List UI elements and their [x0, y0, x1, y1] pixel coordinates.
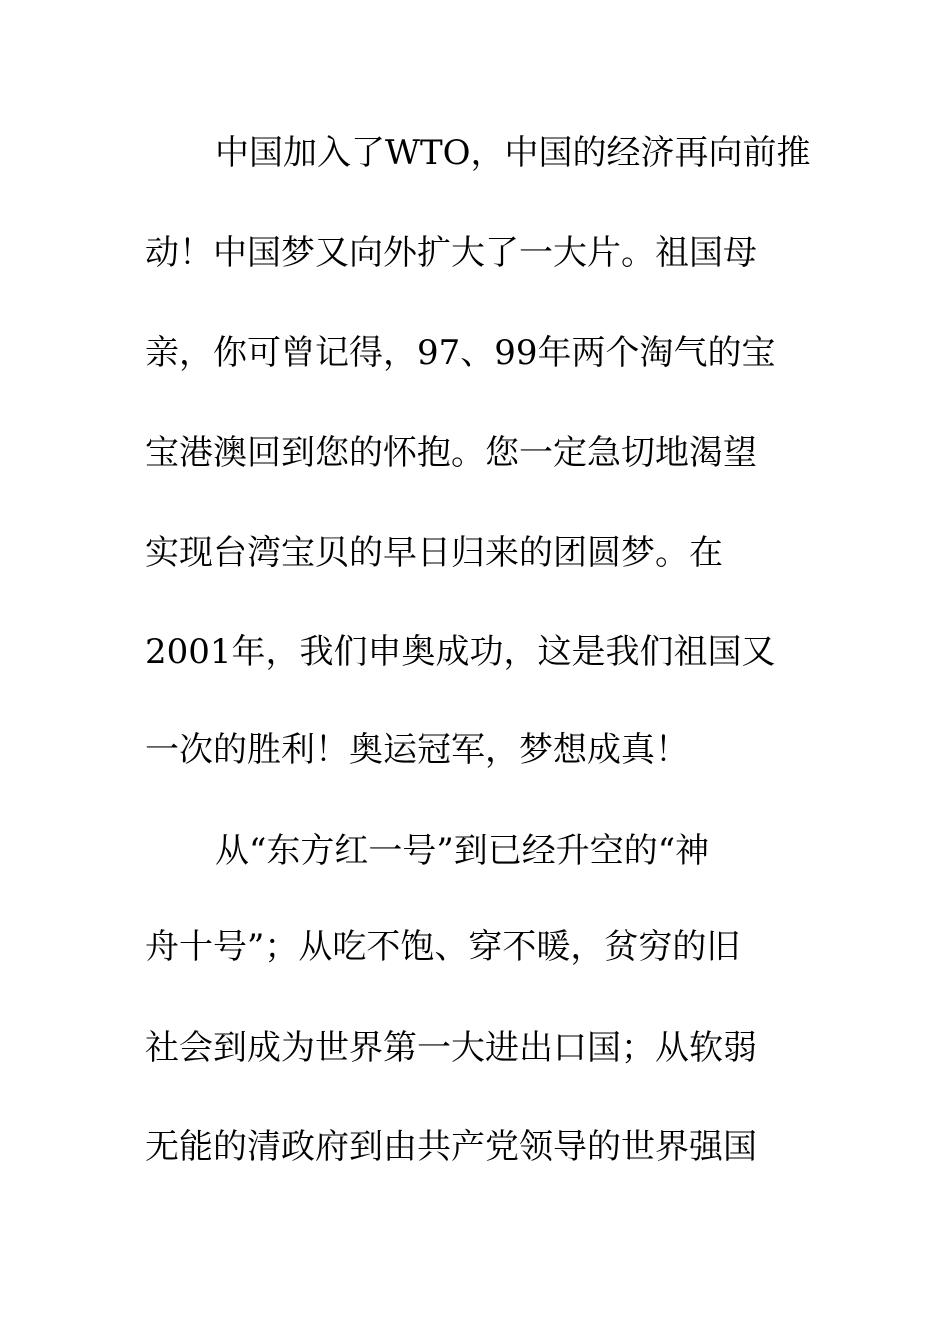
- text-line: 一次的胜利！奥运冠军，梦想成真！: [145, 730, 689, 770]
- text-line: 从“东方红一号”到已经升空的“神: [215, 831, 710, 871]
- text-line: 亲，你可曾记得，97、99年两个淘气的宝: [145, 333, 776, 373]
- text-line: 动！中国梦又向外扩大了一大片。祖国母: [145, 233, 757, 273]
- text-line: 无能的清政府到由共产党领导的世界强国: [145, 1127, 757, 1167]
- text-line: 舟十号”；从吃不饱、穿不暖，贫穷的旧: [145, 927, 741, 967]
- text-line: 实现台湾宝贝的早日归来的团圆梦。在: [145, 533, 723, 573]
- text-line: 宝港澳回到您的怀抱。您一定急切地渴望: [145, 433, 757, 473]
- text-line: 社会到成为世界第一大进出口国；从软弱: [145, 1028, 757, 1068]
- text-line: 中国加入了WTO，中国的经济再向前推: [215, 133, 811, 173]
- text-line: 2001年，我们申奥成功，这是我们祖国又: [145, 632, 776, 672]
